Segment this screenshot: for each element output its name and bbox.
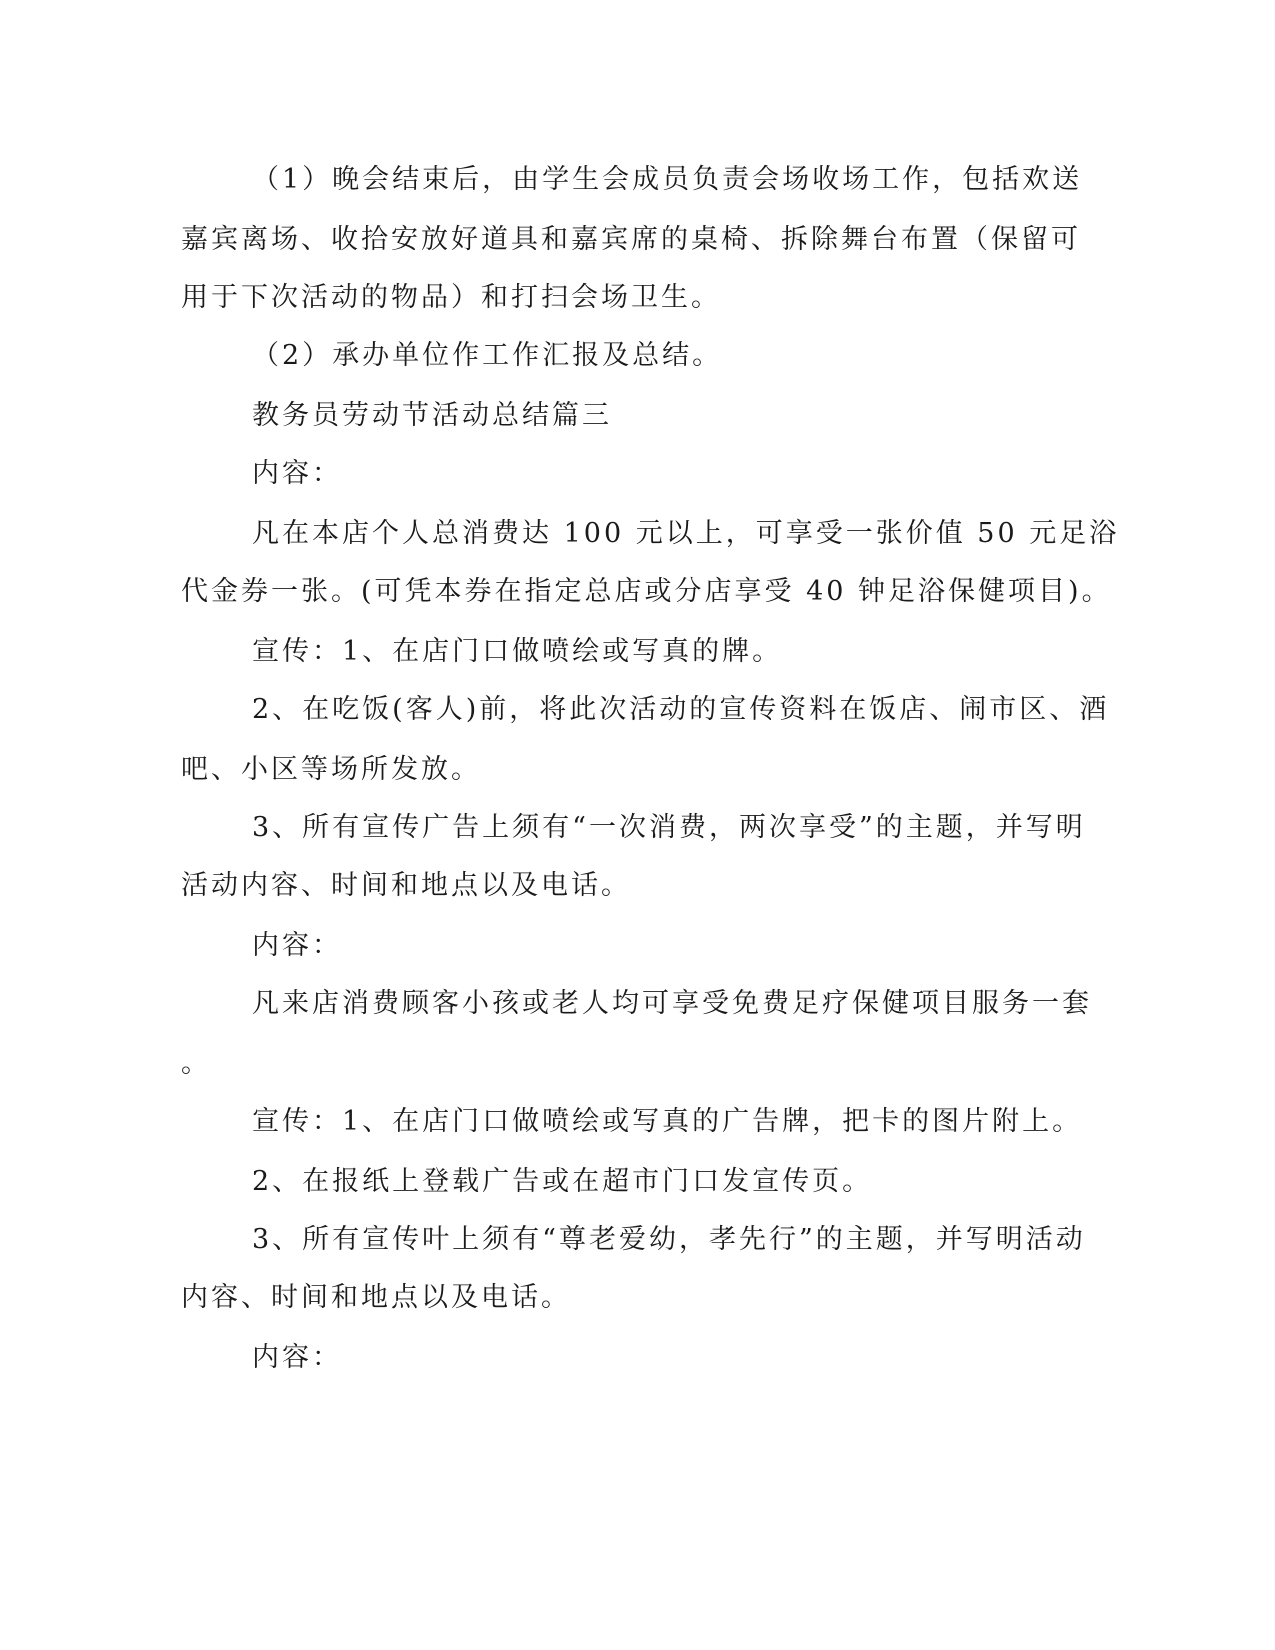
- paragraph-line: 2、在吃饭(客人)前，将此次活动的宣传资料在饭店、闹市区、酒: [252, 694, 1110, 725]
- paragraph-line: （1）晚会结束后，由学生会成员负责会场收场工作，包括欢送: [252, 164, 1083, 195]
- paragraph-line: 2、在报纸上登载广告或在超市门口发宣传页。: [252, 1166, 873, 1197]
- paragraph-line: 内容、时间和地点以及电话。: [181, 1282, 571, 1313]
- paragraph-line: 内容：: [252, 458, 342, 489]
- paragraph-line: 凡在本店个人总消费达 100 元以上，可享受一张价值 50 元足浴: [252, 518, 1120, 549]
- paragraph-line: 用于下次活动的物品）和打扫会场卫生。: [181, 282, 721, 313]
- paragraph-line: 内容：: [252, 930, 342, 961]
- paragraph-line: 。: [181, 1048, 211, 1079]
- paragraph-line: 内容：: [252, 1342, 342, 1373]
- paragraph-line: 活动内容、时间和地点以及电话。: [181, 870, 631, 901]
- paragraph-line: 凡来店消费顾客小孩或老人均可享受免费足疗保健项目服务一套: [252, 988, 1092, 1019]
- paragraph-line: 吧、小区等场所发放。: [181, 754, 481, 785]
- paragraph-line: 3、所有宣传叶上须有“尊老爱幼，孝先行”的主题，并写明活动: [252, 1224, 1086, 1255]
- paragraph-line: 宣传：1、在店门口做喷绘或写真的牌。: [252, 636, 783, 667]
- paragraph-line: 代金券一张。(可凭本券在指定总店或分店享受 40 钟足浴保健项目)。: [181, 576, 1112, 607]
- paragraph-line: 3、所有宣传广告上须有“一次消费，两次享受”的主题，并写明: [252, 812, 1086, 843]
- paragraph-line: （2）承办单位作工作汇报及总结。: [252, 340, 723, 371]
- section-heading: 教务员劳动节活动总结篇三: [252, 400, 612, 431]
- paragraph-line: 宣传：1、在店门口做喷绘或写真的广告牌，把卡的图片附上。: [252, 1106, 1083, 1137]
- paragraph-line: 嘉宾离场、收拾安放好道具和嘉宾席的桌椅、拆除舞台布置（保留可: [181, 224, 1081, 255]
